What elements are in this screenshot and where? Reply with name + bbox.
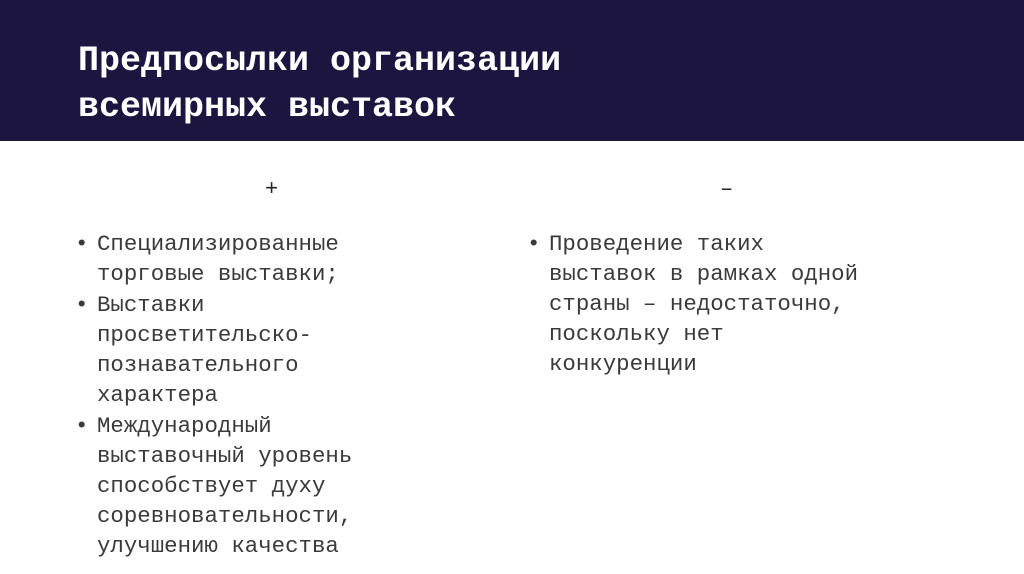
pros-list [75,229,352,562]
list-item-line: просветительско- [97,322,312,348]
list-item-line: характера [97,382,218,408]
list-item-line: Выставки [97,292,205,318]
list-item-line: поскольку нет [549,321,724,347]
list-item-line: конкуренции [549,351,697,377]
title-bar [0,0,1024,141]
cons-list [527,229,858,380]
bullet-icon: • [75,231,89,257]
list-item-line: Международный [97,413,272,439]
slide-title-line: Предпосылки организации [78,41,562,81]
list-item-line: страны – недостаточно, [549,291,845,317]
list-item [75,290,352,410]
list-item-line: выставочный уровень [97,443,353,469]
bullet-icon: • [75,413,89,439]
list-item-line: торговые выставки; [97,261,339,287]
list-item-line: улучшению качества [97,533,339,559]
list-item-line: соревновательности, [97,503,353,529]
list-item-line: Проведение таких [549,231,764,257]
slide-title [78,38,561,130]
list-item-line: выставок в рамках одной [549,261,859,287]
slide-title-line: всемирных выставок [78,87,457,127]
list-item [527,229,858,379]
bullet-icon: • [527,231,541,257]
list-item [75,229,352,289]
list-item-line: способствует духу [97,473,326,499]
pros-column-header: + [265,177,279,202]
list-item-line: познавательного [97,352,299,378]
bullet-icon: • [75,292,89,318]
list-item [75,411,352,561]
list-item-line: Специализированные [97,231,339,257]
cons-column-header: – [720,177,734,202]
